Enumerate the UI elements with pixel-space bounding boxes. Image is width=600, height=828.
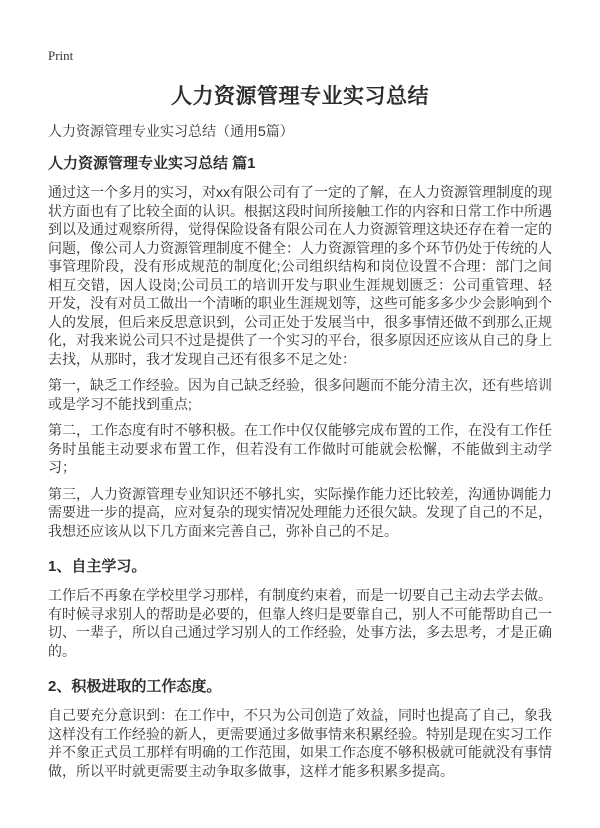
article-body [48, 154, 552, 780]
body-paragraph: 自己要充分意识到：在工作中，不只为公司创造了效益，同时也提高了自己，象我这样没有工作经验的新人，更需要通过多做事情来积累经验。特别是现在实习工作并不象正式员工那样有明确的工作范围，如果工作态度不够积极就可能就没有事情做，所以平时就更需要主动争取多做事，这样才能多积累多提高。 [48, 707, 552, 779]
print-button[interactable]: Print [48, 48, 74, 63]
body-paragraph: 第二，工作态度有时不够积极。在工作中仅仅能够完成布置的工作，在没有工作任务时虽能主动要求布置工作，但若没有工作做时可能就会松懈，不能做到主动学习； [48, 422, 552, 475]
section-heading-work-attitude: 2、积极进取的工作态度。 [48, 678, 222, 695]
body-paragraph: 工作后不再象在学校里学习那样，有制度约束着，而是一切要自己主动去学去做。有时候寻求别人的帮助是必要的，但靠人终归是要靠自己，别人不可能帮助自己一切、一辈子，所以自己通过学习别人的工作经验，处事方法，多去思考，才是正确的。 [48, 587, 552, 659]
page-title: 人力资源管理专业实习总结 [171, 85, 429, 108]
body-paragraph: 第一，缺乏工作经验。因为自己缺乏经验，很多问题而不能分清主次，还有些培训或是学习不能找到重点; [48, 377, 552, 412]
body-paragraph: 通过这一个多月的实习，对xx有限公司有了一定的了解，在人力资源管理制度的现状方面也有了比较全面的认识。根据这段时间所接触工作的内容和日常工作中所遇到以及通过观察所得，觉得保险设备有限公司在人力资源管理这块还存在着一定的问题，像公司人力资源管理制度不健全：人力资源管理的多个环节仍处于传统的人事管理阶段，没有形成规范的制度化;公司组织结构和岗位设置不合理：部门之间相互交错，因人设岗;公司员工的培训开发与职业生涯规划匮乏：公司重管理、轻开发，没有对员工做出一个清晰的职业生涯规划等，这些可能多多少少会影响到个人的发展，但后来反思意识到，公司正处于发展当中，很多事情还做不到那么正规化，对我来说公司只不过是提供了一个实习的平台，很多原因还应该从自己的身上去找，从那时，我才发现自己还有很多不足之处： [48, 184, 552, 367]
section-heading-part1: 人力资源管理专业实习总结 篇1 [48, 155, 256, 172]
body-paragraph: 第三，人力资源管理专业知识还不够扎实，实际操作能力还比较差，沟通协调能力需要进一步的提高，应对复杂的现实情况处理能力还很欠缺。发现了自己的不足，我想还应该从以下几方面来完善自己，弥补自己的不足。 [48, 485, 552, 539]
section-heading-self-study: 1、自主学习。 [48, 558, 147, 575]
page-subtitle: 人力资源管理专业实习总结（通用5篇） [48, 123, 294, 139]
